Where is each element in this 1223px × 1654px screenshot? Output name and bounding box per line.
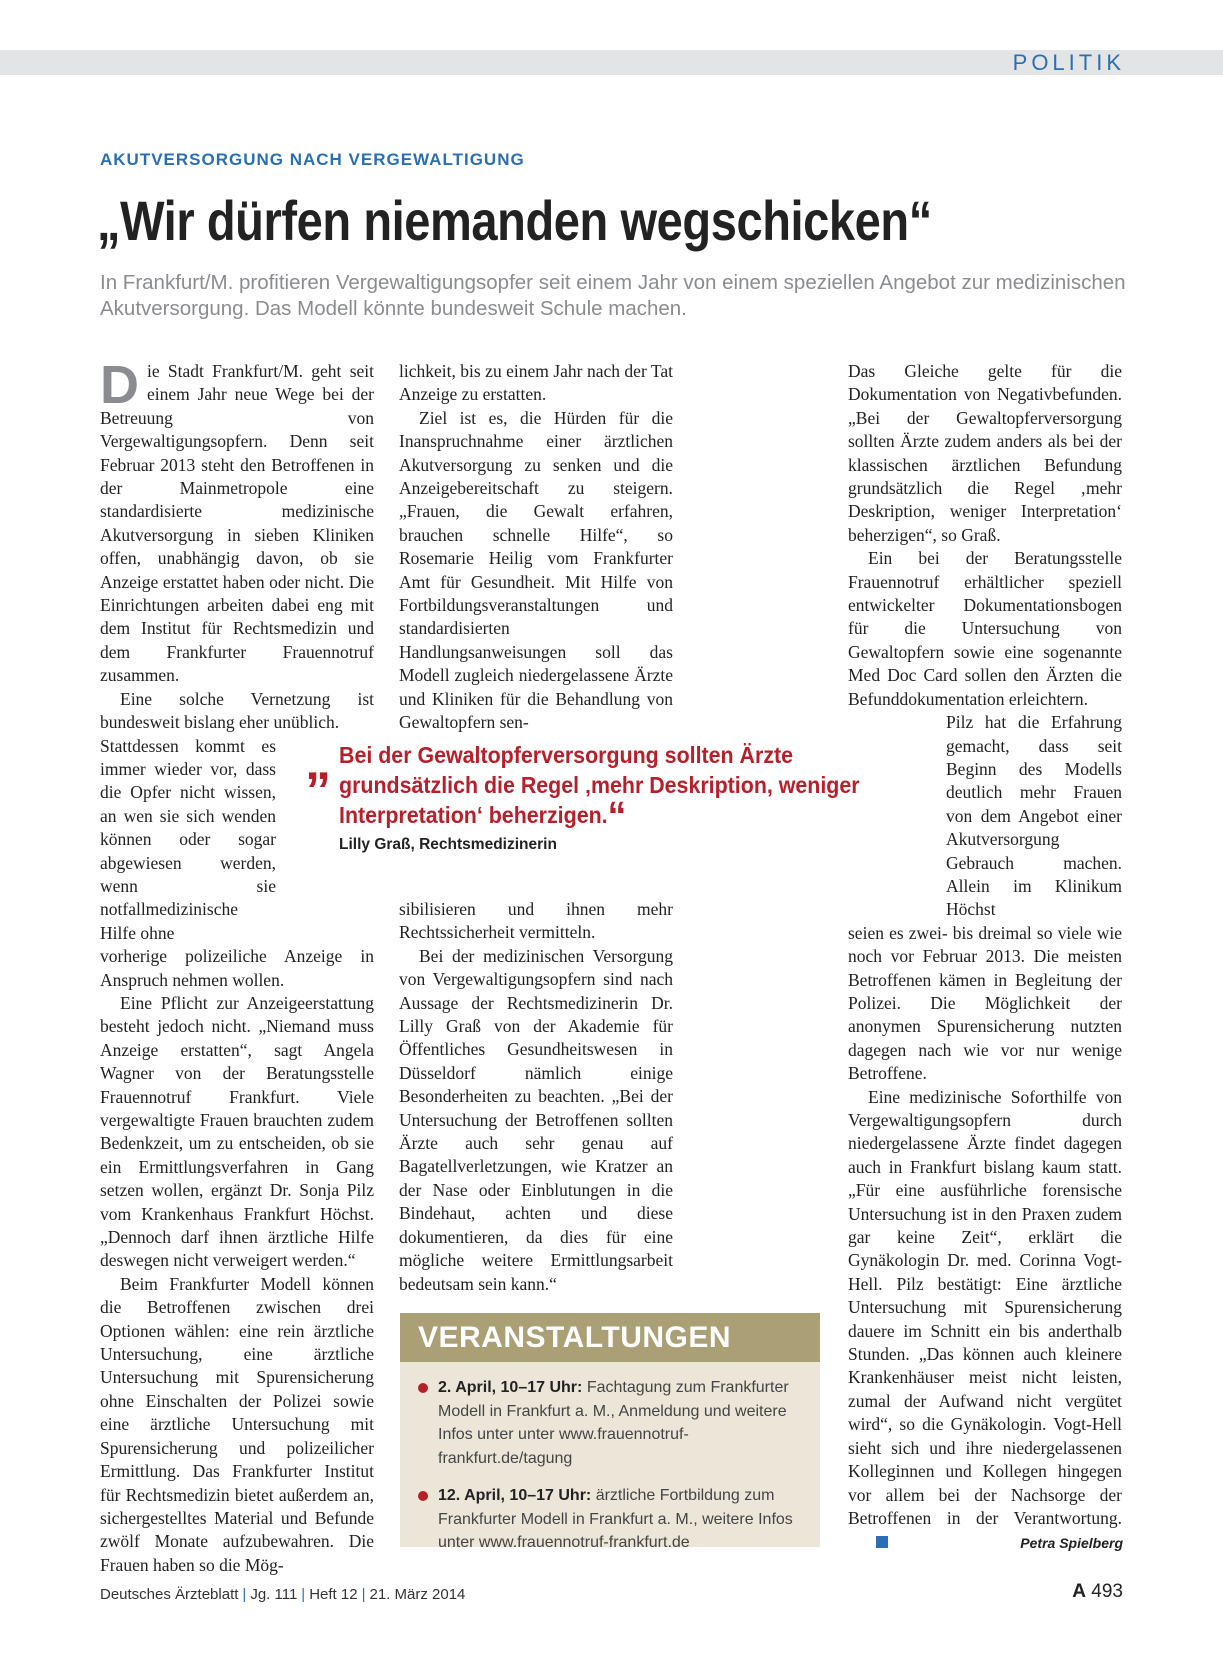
paragraph: sibilisieren und ihnen mehr Rechtssicherheit vermitteln. <box>399 899 673 943</box>
paragraph <box>848 1086 1122 1554</box>
article-lead: In Frankfurt/M. profitieren Vergewaltigungsopfer seit einem Jahr von einem speziellen Angebot zur medizinischen Akutversorgung. Das Modell könnte bundesweit Schule machen. <box>100 271 1126 320</box>
events-box <box>400 1313 820 1551</box>
quote-open-mark: „ <box>305 733 331 791</box>
paragraph-text: Eine medizinische Soforthilfe von Vergewaltigungsopfern durch niedergelassene Ärzte findet dagegen auch in Frankfurt bislang kaum statt. „Für eine ausführliche forensische Untersuchung ist in den Praxen zudem gar keine Zeit“, erklärt die Gynäkologin Dr. med. Corinna Vogt-Hell. Pilz bestätigt: Eine ärztliche Untersuchung mit Spurensicherung dauere im Schnitt ein bis anderthalb Stunden. „Das können auch kleinere Krankenhäuser meist nicht leisten, zumal der Aufwand nicht vergütet wird“, so die Gynäkologin. Vogt-Hell sieht sich und ihre niedergelassenen Kolleginnen und Kollegen hingegen vor allem bei der Nachsorge der Betroffenen in der Verantwortung. <box>848 1086 1122 1528</box>
quote-close-mark: “ <box>607 794 627 838</box>
paragraph: Das Gleiche gelte für die Dokumentation von Negativbefunden. „Bei der Gewaltopferversorgung sollten Ärzte zudem anders als bei der klassischen ärztlichen Befundung grundsätzlich die Regel ‚mehr Deskription, weniger Interpretation‘ beherzigen“, so Graß. <box>848 361 1122 545</box>
text-column-3 <box>848 360 1122 1554</box>
page-prefix: A <box>1072 1581 1087 1602</box>
event-item <box>438 1484 804 1555</box>
pull-quote-text-block <box>339 740 934 838</box>
paragraph-text: ie Stadt Frankfurt/M. geht seit einem Jahr neue Wege bei der Betreuung von Vergewaltigungsopfern. Denn seit Februar 2013 steht den Betroffenen in der Mainmetropole eine standardisierte medizinische Akutversorgung in sieben Kliniken offen, unabhängig davon, ob sie Anzeige erstattet haben oder nicht. Die Einrichtungen arbeiten dabei eng mit dem Institut für Rechtsmedizin und dem Frankfurter Frauennotruf zusammen. <box>100 361 374 686</box>
events-title: VERANSTALTUNGEN <box>400 1313 820 1362</box>
footer-citation <box>100 1586 465 1603</box>
article-kicker: AKUTVERSORGUNG NACH VERGEWALTIGUNG <box>100 150 525 169</box>
end-of-article-square-icon <box>876 1536 888 1548</box>
journal-name: Deutsches Ärzteblatt <box>100 1586 239 1603</box>
article-title: „Wir dürfen niemanden wegschicken“ <box>97 189 932 252</box>
text-column-1 <box>100 355 374 1577</box>
separator: | <box>361 1586 366 1603</box>
paragraph: Beim Frankfurter Modell können die Betroffenen zwischen drei Optionen wählen: eine rein ärztliche Untersuchung, eine ärztliche Untersuchung mit Spurensicherung ohne Einschalten der Polizei sowie eine ärztliche Untersuchung mit Spurensicherung und polizeilicher Ermittlung. Das Frankfurter Institut für Rechtsmedizin bietet außerdem an, sichergestelltes Material und Befunde zwölf Monate aufzubewahren. Die Frauen haben so die Mög- <box>100 1273 374 1575</box>
text-column-2-lower <box>399 898 673 1296</box>
paragraph: lichkeit, bis zu einem Jahr nach der Tat Anzeige zu erstatten. <box>399 361 673 405</box>
paragraph: Ein bei der Beratungsstelle Frauennotruf erhältlicher speziell entwickelter Dokumentationsbogen für die Untersuchung von Gewaltopfern sowie eine sogenannte Med Doc Card sollen den Ärzten die Befunddokumentation erleichtern. <box>848 548 1122 709</box>
issue: Heft 12 <box>309 1586 358 1603</box>
issue-date: 21. März 2014 <box>369 1586 466 1603</box>
section-label: POLITIK <box>1012 50 1125 75</box>
event-text: Fachtagung zum Frankfurter Modell in Frankfurt a. M., Anmeldung und weitere Infos unter unter www.frauennotruf-frankfurt.de/tagung <box>438 1379 789 1467</box>
drop-cap: D <box>100 355 139 415</box>
page-number-value: 493 <box>1091 1581 1123 1602</box>
separator: | <box>242 1586 247 1603</box>
paragraph: Eine Pflicht zur Anzeigeerstattung besteht jedoch nicht. „Niemand muss Anzeige erstatten“, sagt Angela Wagner von der Beratungsstelle Frauennotruf Frankfurt. Viele vergewaltigte Frauen brauchten zudem Bedenkzeit, um zu entscheiden, ob sie ein Ermittlungsverfahren in Gang setzen wollen, ergänzt Dr. Sonja Pilz vom Krankenhaus Frankfurt Höchst. „Dennoch darf ihnen ärztliche Hilfe deswegen nicht verweigert werden.“ <box>100 992 374 1271</box>
pull-quote <box>305 733 945 854</box>
volume: Jg. 111 <box>250 1586 298 1603</box>
event-text: ärztliche Fortbildung zum Frankfurter Modell in Frankfurt a. M., weitere Infos unter www.frauennotruf-frankfurt.de <box>438 1487 793 1551</box>
event-date: 2. April, 10–17 Uhr: <box>438 1379 583 1396</box>
bullet-icon <box>418 1383 428 1393</box>
paragraph: Bei der medizinischen Versorgung von Vergewaltigungsopfern sind nach Aussage der Rechtsmedizinerin Dr. Lilly Graß von der Akademie für Öffentliches Gesundheitswesen in Düsseldorf nämlich einige Besonderheiten zu beachten. „Bei der Untersuchung der Betroffenen sollten Ärzte auch sehr genau auf Bagatellverletzungen, wie Kratzer an der Nase oder Einblutungen in die Bindehaut, achten und diese dokumentieren, da dies für eine mögliche weitere Ermittlungsarbeit bedeutsam sein kann.“ <box>399 945 673 1294</box>
pull-quote-attribution: Lilly Graß, Rechtsmedizinerin <box>339 836 557 853</box>
page-number <box>1072 1581 1123 1603</box>
paragraph: Eine solche Vernetzung ist bundesweit bislang eher unüblich. <box>100 688 374 733</box>
paragraph <box>100 355 374 688</box>
paragraph: vorherige polizeiliche Anzeige in Anspruch nehmen wollen. <box>100 946 374 990</box>
event-date: 12. April, 10–17 Uhr: <box>438 1487 592 1504</box>
paragraph: Pilz hat die Erfahrung gemacht, dass seit Beginn des Modells deutlich mehr Frauen von dem Angebot einer Akutversorgung Gebrauch machen. Allein im Klinikum Höchst <box>946 712 1122 920</box>
bullet-icon <box>418 1491 428 1501</box>
text-column-2 <box>399 360 673 735</box>
paragraph: seien es zwei- bis dreimal so viele wie noch vor Februar 2013. Die meisten Betroffenen kämen in Begleitung der Polizei. Die Möglichkeit der anonymen Spurensicherung nutzten dagegen nach wie vor nur wenige Betroffene. <box>848 922 1122 1084</box>
pull-quote-text: Bei der Gewaltopferversorgung sollten Ärzte grundsätzlich die Regel ‚mehr Deskription, weniger Interpretation‘ beherzigen. <box>339 742 860 828</box>
separator: | <box>301 1586 306 1603</box>
event-item <box>438 1376 804 1470</box>
paragraph: Ziel ist es, die Hürden für die Inanspruchnahme einer ärztlichen Akutversorgung zu senken und die Anzeigebereitschaft zu steigern. „Frauen, die Gewalt erfahren, brauchen schnelle Hilfe“, so Rosemarie Heilig vom Frankfurter Amt für Gesundheit. Mit Hilfe von Fortbildungsveranstaltungen und standardisierten Handlungsanweisungen soll das Modell zugleich niedergelassene Ärzte und Kliniken für die Behandlung von Gewaltopfern sen- <box>399 407 673 733</box>
article-author: Petra Spielberg <box>1020 1535 1123 1551</box>
paragraph: Stattdessen kommt es immer wieder vor, dass die Opfer nicht wissen, an wen sie sich wenden können oder sogar abgewiesen werden, wenn sie notfallmedizinische Hilfe ohne <box>100 735 276 943</box>
